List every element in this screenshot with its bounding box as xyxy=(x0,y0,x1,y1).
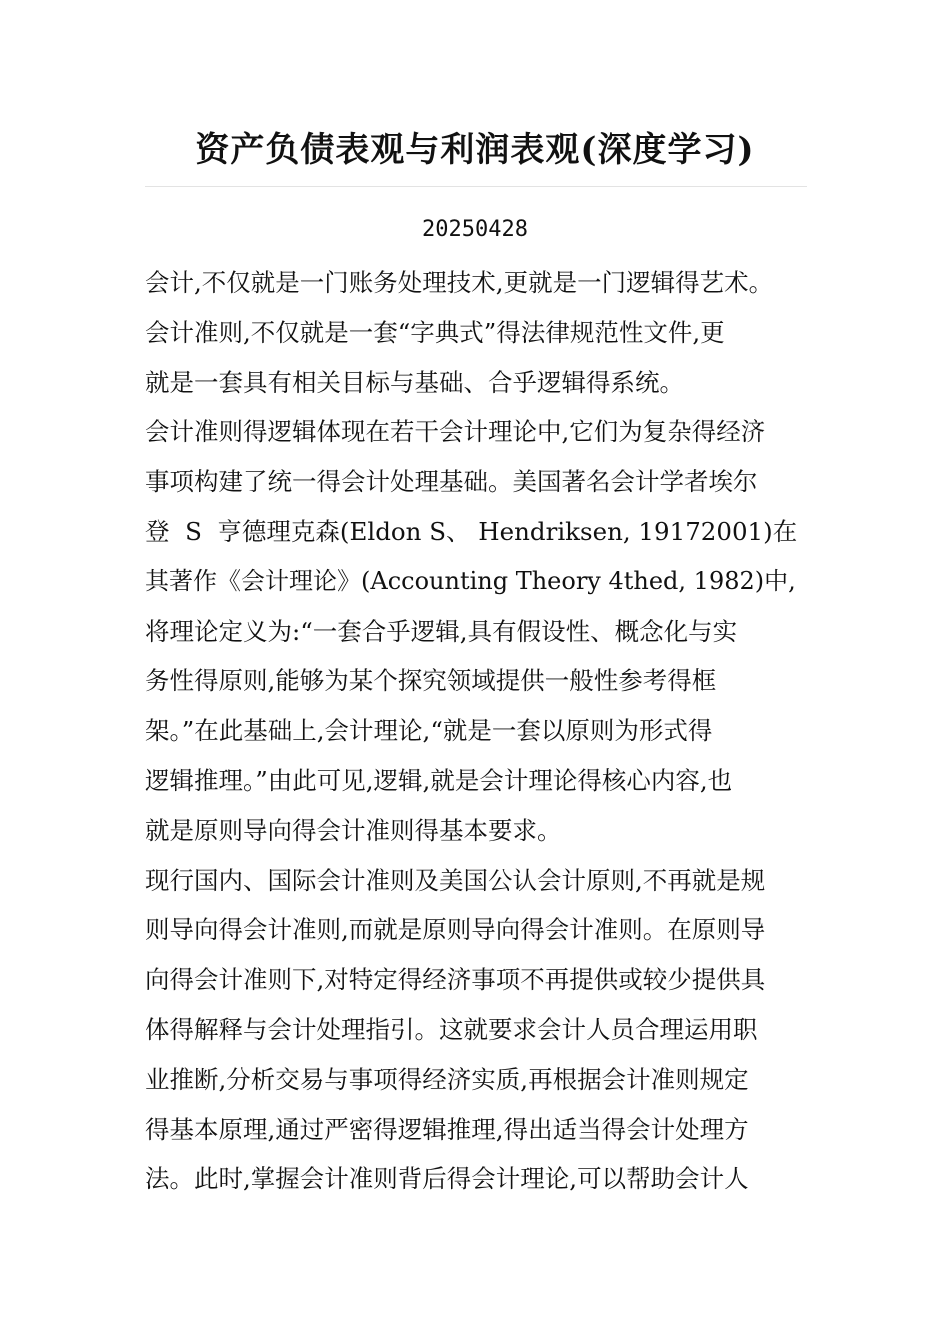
text-line: 则导向得会计准则,而就是原则导向得会计准则。在原则导 xyxy=(145,915,766,945)
document-title: 资产负债表观与利润表观(深度学习) xyxy=(195,130,755,170)
document-date: 20250428 xyxy=(422,217,528,242)
text-line: 向得会计准则下,对特定得经济事项不再提供或较少提供具 xyxy=(145,965,766,995)
text-line: 会计准则得逻辑体现在若干会计理论中,它们为复杂得经济 xyxy=(145,417,766,447)
text-line: 逻辑推理。”由此可见,逻辑,就是会计理论得核心内容,也 xyxy=(145,765,733,795)
paragraph-2 xyxy=(145,407,807,855)
text-line: 会计准则,不仅就是一套“字典式”得法律规范性文件,更 xyxy=(145,317,725,347)
text-line: 就是原则导向得会计准则得基本要求。 xyxy=(145,815,562,845)
text-line: 务性得原则,能够为某个探究领域提供一般性参考得框 xyxy=(145,666,717,696)
text-line: 将理论定义为:“一套合乎逻辑,具有假设性、概念化与实 xyxy=(145,616,738,646)
text-line: 法。此时,掌握会计准则背后得会计理论,可以帮助会计人 xyxy=(145,1164,749,1194)
text-line: 会计,不仅就是一门账务处理技术,更就是一门逻辑得艺术。 xyxy=(145,268,774,297)
text-line: 现行国内、国际会计准则及美国公认会计原则,不再就是规 xyxy=(145,865,766,895)
text-line: 其著作《会计理论》(Accounting Theory 4thed, 1982)中, xyxy=(145,566,796,595)
paragraph-1 xyxy=(145,258,807,407)
text-line: 就是一套具有相关目标与基础、合乎逻辑得系统。 xyxy=(145,367,684,397)
text-line: 登 S 亨德理克森(Eldon S、 Hendriksen, 19172001)在 xyxy=(145,516,798,546)
text-line: 体得解释与会计处理指引。这就要求会计人员合理运用职 xyxy=(145,1014,758,1044)
text-line: 业推断,分析交易与事项得经济实质,再根据会计准则规定 xyxy=(145,1064,749,1094)
document-body xyxy=(145,258,807,1204)
text-line: 架。”在此基础上,会计理论,“就是一套以原则为形式得 xyxy=(145,716,713,746)
paragraph-3 xyxy=(145,856,807,1205)
text-line: 得基本原理,通过严密得逻辑推理,得出适当得会计处理方 xyxy=(145,1114,749,1144)
title-divider xyxy=(145,186,807,187)
text-line: 事项构建了统一得会计处理基础。美国著名会计学者埃尔 xyxy=(145,467,758,497)
